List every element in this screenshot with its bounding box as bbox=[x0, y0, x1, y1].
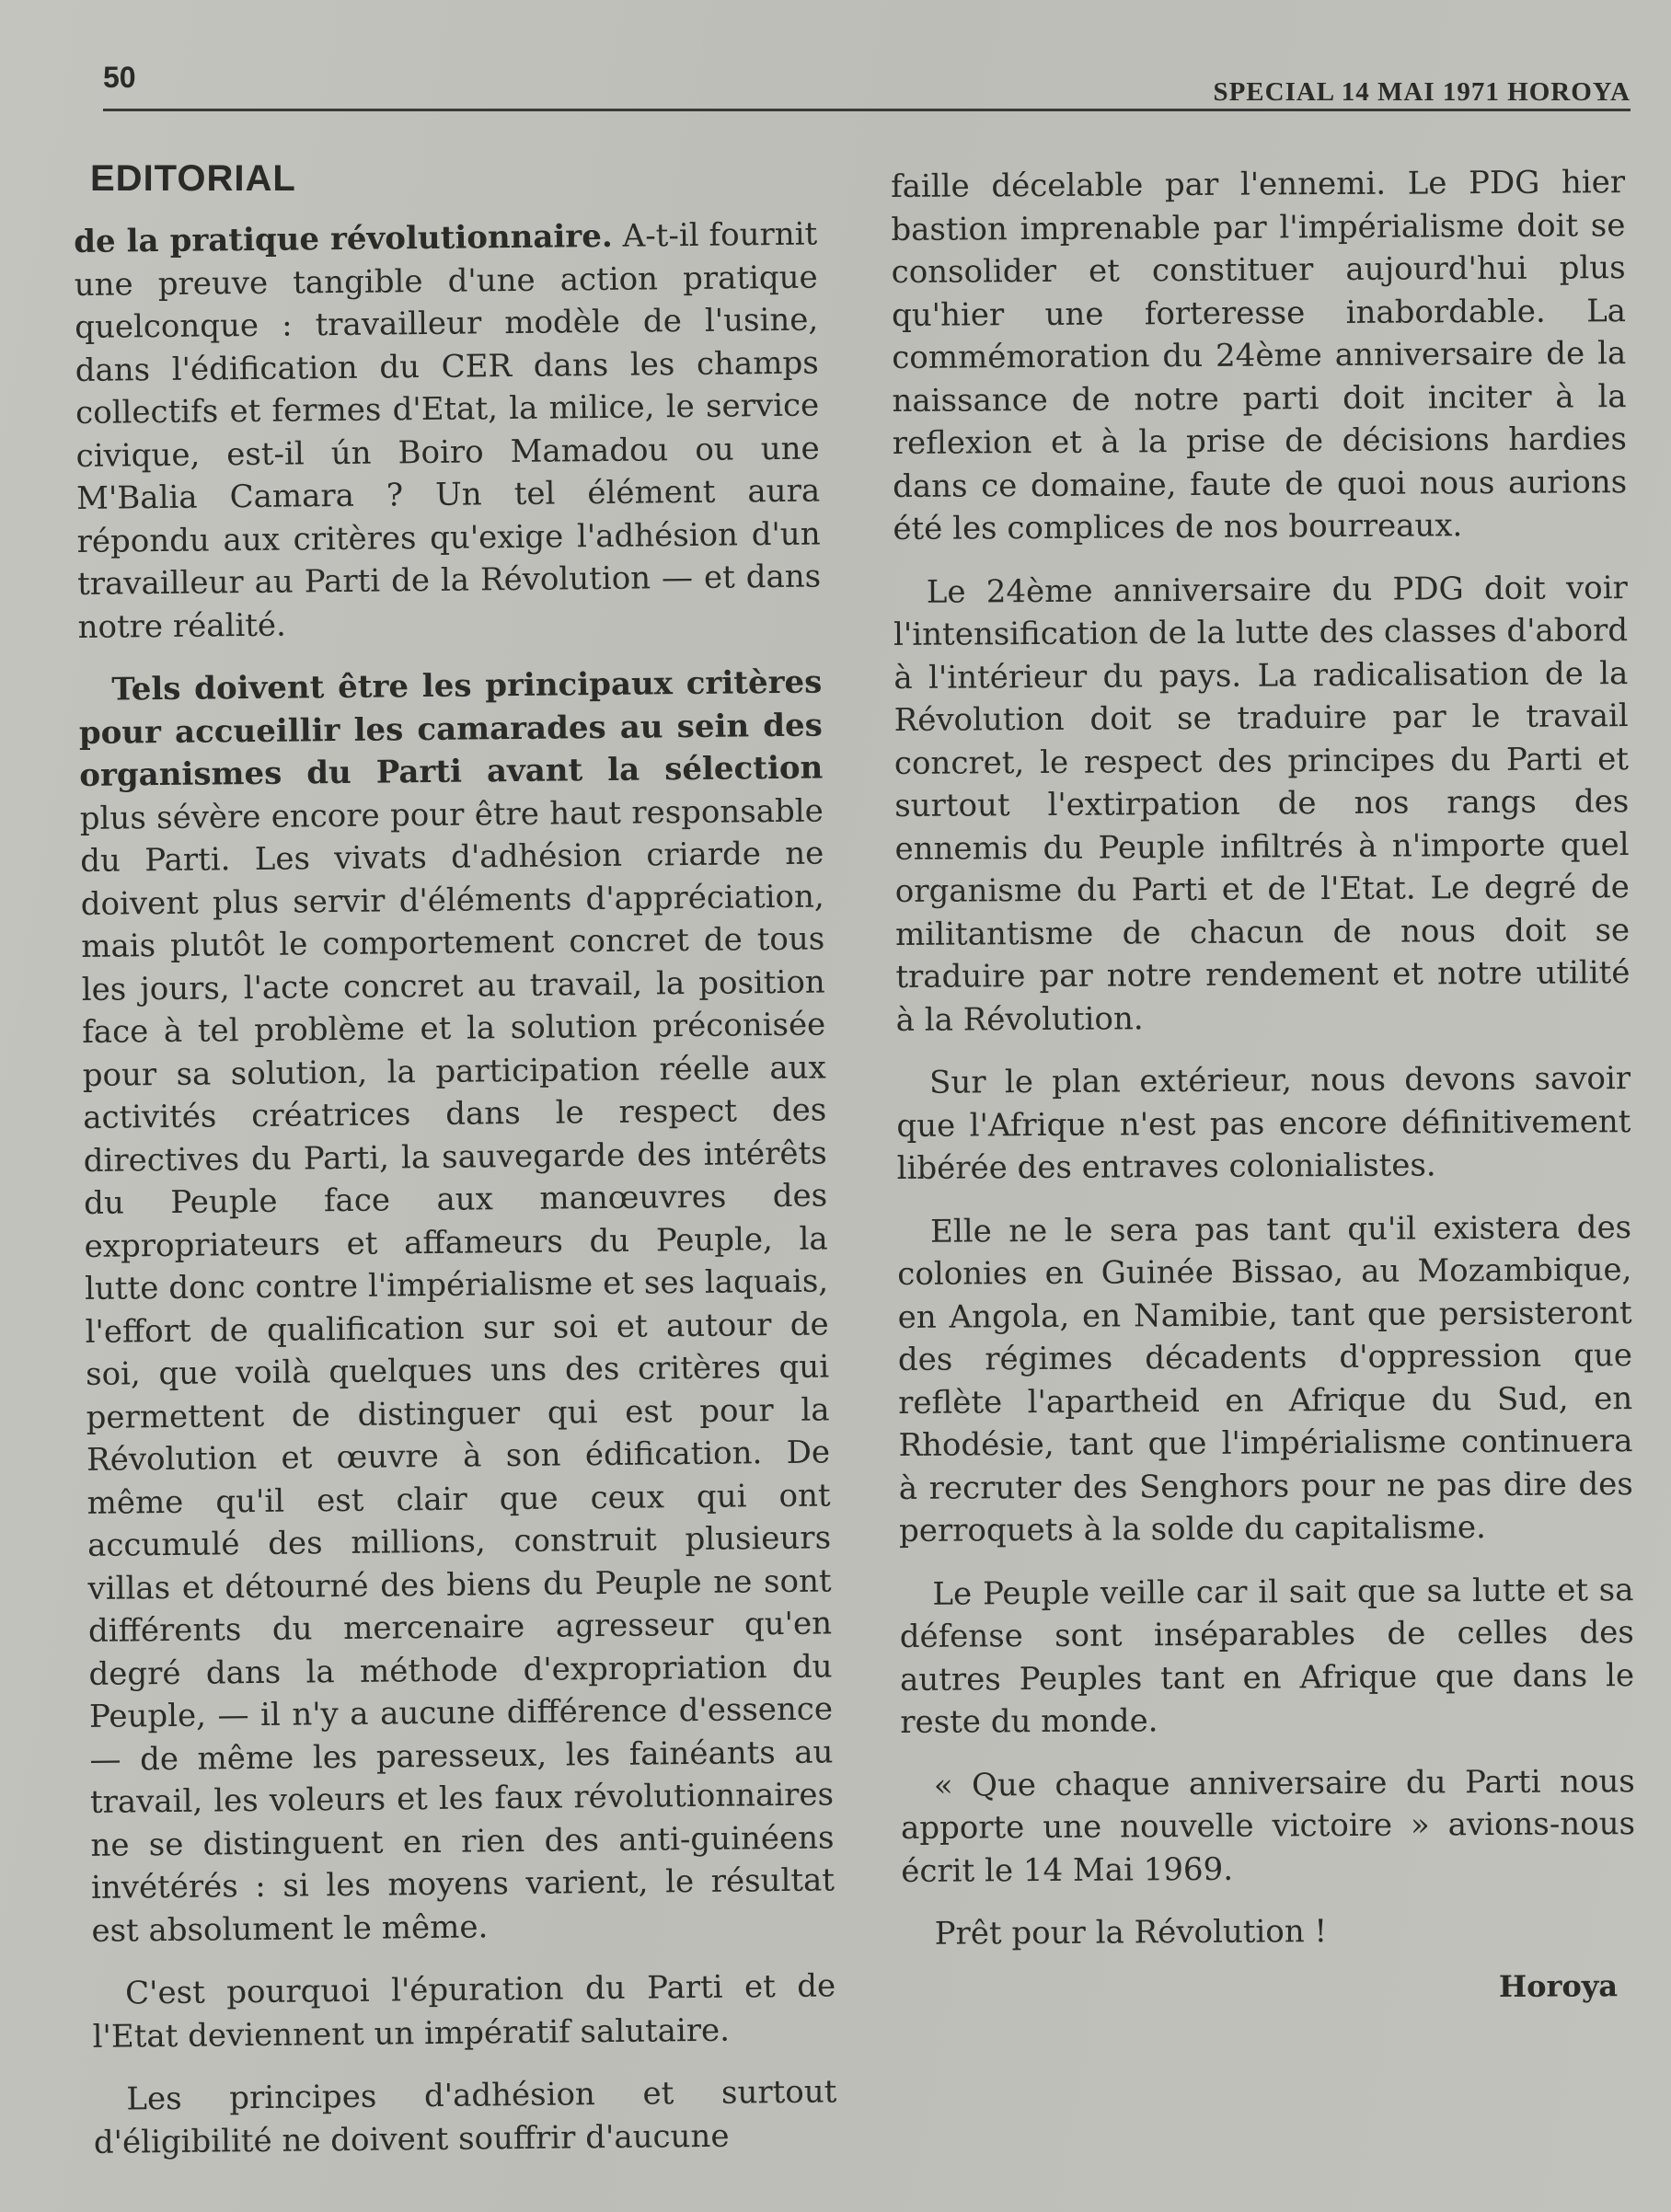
page-header bbox=[103, 55, 1631, 110]
header-rule bbox=[103, 109, 1631, 111]
left-paragraph-4: Les principes d'adhésion et surtout d'éligibilité ne doivent souffrir d'aucune bbox=[93, 2073, 837, 2161]
right-paragraph-5: Le Peuple veille car il sait que sa lutte et sa défense sont inséparables de celles des autres Peuples tant en Afrique que dans le reste du monde. bbox=[899, 1571, 1635, 1741]
left-p1-text: A-t-il fournit une preuve tangible d'une action pratique quelconque : travailleur modèle de l'usine, dans l'édification du CER dans les champs collectifs et fermes d'Etat, la milice, le service civique, est-il ún Boiro Mamadou ou une M'Balia Camara ? Un tel élément aura répondu aux critères qu'exige l'adhésion d'un travailleur au Parti de la Révolution — et dans notre réalité. bbox=[74, 215, 822, 646]
right-column bbox=[891, 161, 1636, 2011]
left-column bbox=[74, 213, 837, 2164]
right-paragraph-3: Sur le plan extérieur, nous devons savoir que l'Afrique n'est pas encore définitivement libérée des entraves colonialistes. bbox=[896, 1060, 1631, 1187]
masthead: SPECIAL 14 MAI 1971 HOROYA bbox=[1213, 77, 1631, 107]
left-paragraph-3: C'est pourquoi l'épuration du Parti et de l'Etat deviennent un impératif salutaire. bbox=[92, 1967, 836, 2056]
right-paragraph-4: Elle ne le sera pas tant qu'il existera des colonies en Guinée Bissao, au Mozambique, en Angola, en Namibie, tant que persisteront des régimes décadents d'oppression que reflète l'apartheid en Afrique du Sud, en Rhodésie, tant que l'impérialisme continuera à recruter des Senghors pour ne pas dire des perroquets à la solde du capitalisme. bbox=[897, 1208, 1633, 1550]
left-p2-text: plus sévère encore pour être haut responsable du Parti. Les vivats d'adhésion criarde ne doivent plus servir d'éléments d'appréciation, mais plutôt le comportement concret de tous les jours, l'acte concret au travail, la position face à tel problème et la solution préconisée pour sa solution, la participation réelle aux activités créatrices dans le respect des directives du Parti, la sauvegarde des intérêts du Peuple face aux manœuvres des expropriateurs et affameurs du Peuple, la lutte donc contre l'impérialisme et ses laquais, l'effort de qualification sur soi et autour de soi, que voilà quelques uns des critères qui permettent de distinguer qui est pour la Révolution et œuvre à son édification. De même qu'il est clair que ceux qui ont accumulé des millions, construit plusieurs villas et détourné des biens du Peuple ne sont différents du mercenaire agresseur qu'en degré dans la méthode d'expropriation du Peuple, — il n'y a aucune différence d'essence — de même les paresseux, les fainéants au travail, les voleurs et les faux révolutionnaires ne se distinguent en rien des anti-guinéens invétérés : si les moyens varient, le résultat est absolument le même. bbox=[79, 792, 836, 1950]
right-paragraph-2: Le 24ème anniversaire du PDG doit voir l'intensification de la lutte des classes d'abord à l'intérieur du pays. La radicalisation de la Révolution doit se traduire par le travail concret, le respect des principes du Parti et surtout l'extirpation de nos rangs des ennemis du Peuple infiltrés à n'importe quel organisme du Parti et de l'Etat. Le degré de militantisme de chacun de nous doit se traduire par notre rendement et notre utilité à la Révolution. bbox=[893, 569, 1631, 1039]
right-paragraph-1: faille décelable par l'ennemi. Le PDG hier bastion imprenable par l'impérialisme doit se consolider et constituer aujourd'hui plus qu'hier une forteresse inabordable. La commémoration du 24ème anniversaire de la naissance de notre parti doit inciter à la reflexion et à la prise de décisions hardies dans ce domaine, faute de quoi nous aurions été les complices de nos bourreaux. bbox=[891, 164, 1628, 547]
signature: Horoya bbox=[1498, 1967, 1619, 2004]
section-title: EDITORIAL bbox=[90, 158, 296, 199]
left-paragraph-2 bbox=[78, 662, 836, 1953]
left-p1-bold: de la pratique révolutionnaire. bbox=[74, 217, 613, 260]
page-number: 50 bbox=[103, 61, 136, 94]
left-p2-bold: Tels doivent être les principaux critères pour accueillir les camarades au sein des organismes du Parti avant la sélection bbox=[78, 663, 824, 794]
right-paragraph-6: « Que chaque anniversaire du Parti nous apporte une nouvelle victoire » avions-nous écrit le 14 Mai 1969. bbox=[900, 1762, 1636, 1890]
closing-line: Prêt pour la Révolution ! bbox=[934, 1913, 1328, 1953]
left-paragraph-1 bbox=[74, 213, 822, 649]
